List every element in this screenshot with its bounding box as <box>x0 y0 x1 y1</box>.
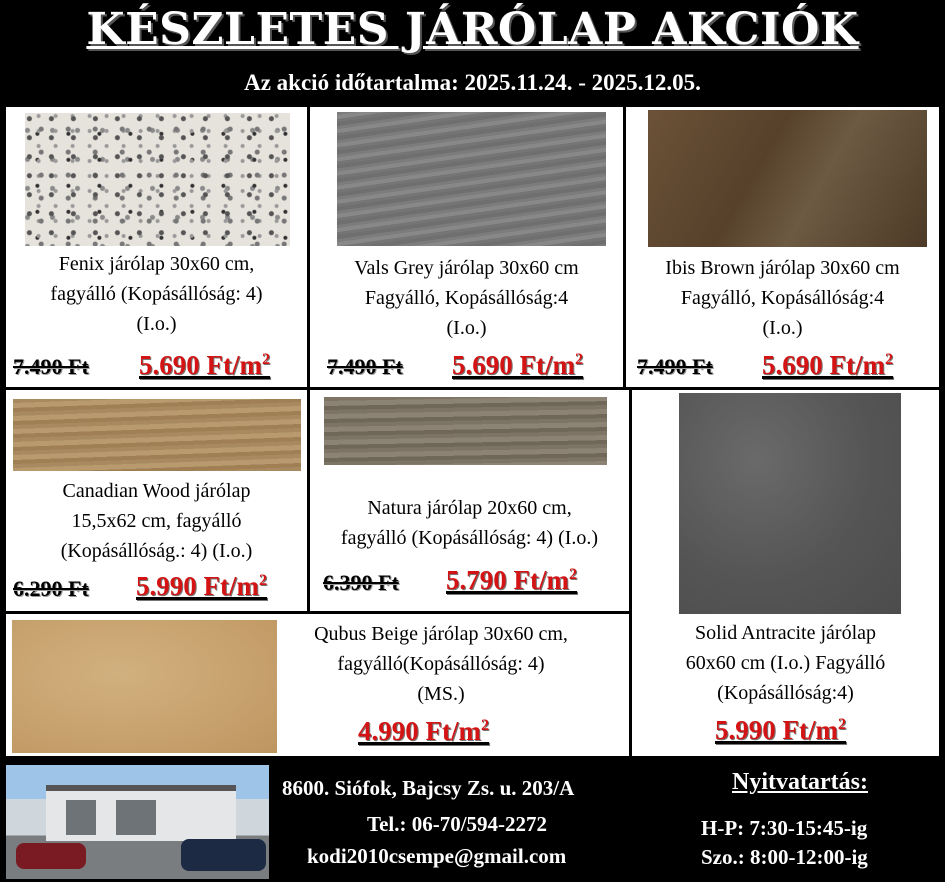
ibis-brown-old-price: 7.490 Ft <box>637 354 713 379</box>
qubus-beige-new-price: 4.990 $Ft/m^2$ <box>358 716 490 746</box>
product-card-vals-grey <box>310 107 623 387</box>
natura-old-price: 6.390 Ft <box>323 570 399 595</box>
vals-grey-new-price: 5.690 $Ft/m^2$ <box>452 350 584 380</box>
ibis-brown-tile-image <box>648 110 927 247</box>
vals-grey-tile-image <box>337 112 606 246</box>
store-address: 8600. Siófok, Bajcsy Zs. u. 203/A <box>282 776 575 800</box>
canadian-wood-new-price: 5.990 $Ft/m^2$ <box>136 571 268 601</box>
ibis-brown-name: Ibis Brown járólap 30x60 cm Fagyálló, Kopásállóság:4 (I.o.) <box>665 257 900 339</box>
natura-new-price: 5.790 $Ft/m^2$ <box>446 565 578 595</box>
opening-hours-saturday: Szo.: 8:00-12:00-ig <box>701 845 868 869</box>
opening-hours-weekdays: H-P: 7:30-15:45-ig <box>701 816 868 840</box>
solid-antracite-new-price: 5.990 $Ft/m^2$ <box>715 715 847 745</box>
fenix-old-price: 7.490 Ft <box>13 354 89 379</box>
fenix-name: Fenix járólap 30x60 cm, fagyálló (Kopásállóság: 4) (I.o.) <box>50 253 263 335</box>
product-card-fenix <box>6 107 307 387</box>
page-title: KÉSZLETES JÁRÓLAP AKCIÓK <box>86 4 859 55</box>
opening-hours-title: Nyitvatartás: <box>732 769 868 795</box>
canadian-wood-old-price: 6.290 Ft <box>13 576 89 601</box>
natura-tile-image <box>324 397 607 465</box>
store-phone: Tel.: 06-70/594-2272 <box>367 812 548 836</box>
product-card-canadian-wood <box>6 390 307 611</box>
canadian-wood-name: Canadian Wood járólap 15,5x62 cm, fagyálló (Kopásállóság.: 4) (I.o.) <box>60 480 253 562</box>
fenix-new-price: 5.690 $Ft/m^2$ <box>139 350 271 380</box>
solid-antracite-tile-image <box>679 393 901 614</box>
solid-antracite-name: Solid Antracite járólap 60x60 cm (I.o.) Fagyálló (Kopásállóság:4) <box>685 622 886 704</box>
vals-grey-name: Vals Grey járólap 30x60 cm Fagyálló, Kopásállóság:4 (I.o.) <box>354 257 579 339</box>
product-card-solid-antracite <box>632 390 939 756</box>
qubus-beige-name: Qubus Beige járólap 30x60 cm, fagyálló(Kopásállóság: 4) (MS.) <box>314 623 568 705</box>
store-email[interactable]: kodi2010csempe@gmail.com <box>307 844 567 868</box>
promo-period: Az akció időtartalma: 2025.11.24. - 2025.12.05. <box>244 70 701 95</box>
canadian-wood-tile-image <box>13 399 301 471</box>
product-card-qubus-beige <box>6 614 629 756</box>
store-photo <box>6 765 269 879</box>
product-card-natura <box>310 390 629 611</box>
vals-grey-old-price: 7.490 Ft <box>327 354 403 379</box>
fenix-tile-image <box>25 113 290 246</box>
ibis-brown-new-price: 5.690 $Ft/m^2$ <box>762 350 894 380</box>
qubus-beige-tile-image <box>12 620 277 753</box>
natura-name: Natura járólap 20x60 cm, fagyálló (Kopásállóság: 4) (I.o.) <box>340 497 599 549</box>
product-card-ibis-brown <box>626 107 939 387</box>
